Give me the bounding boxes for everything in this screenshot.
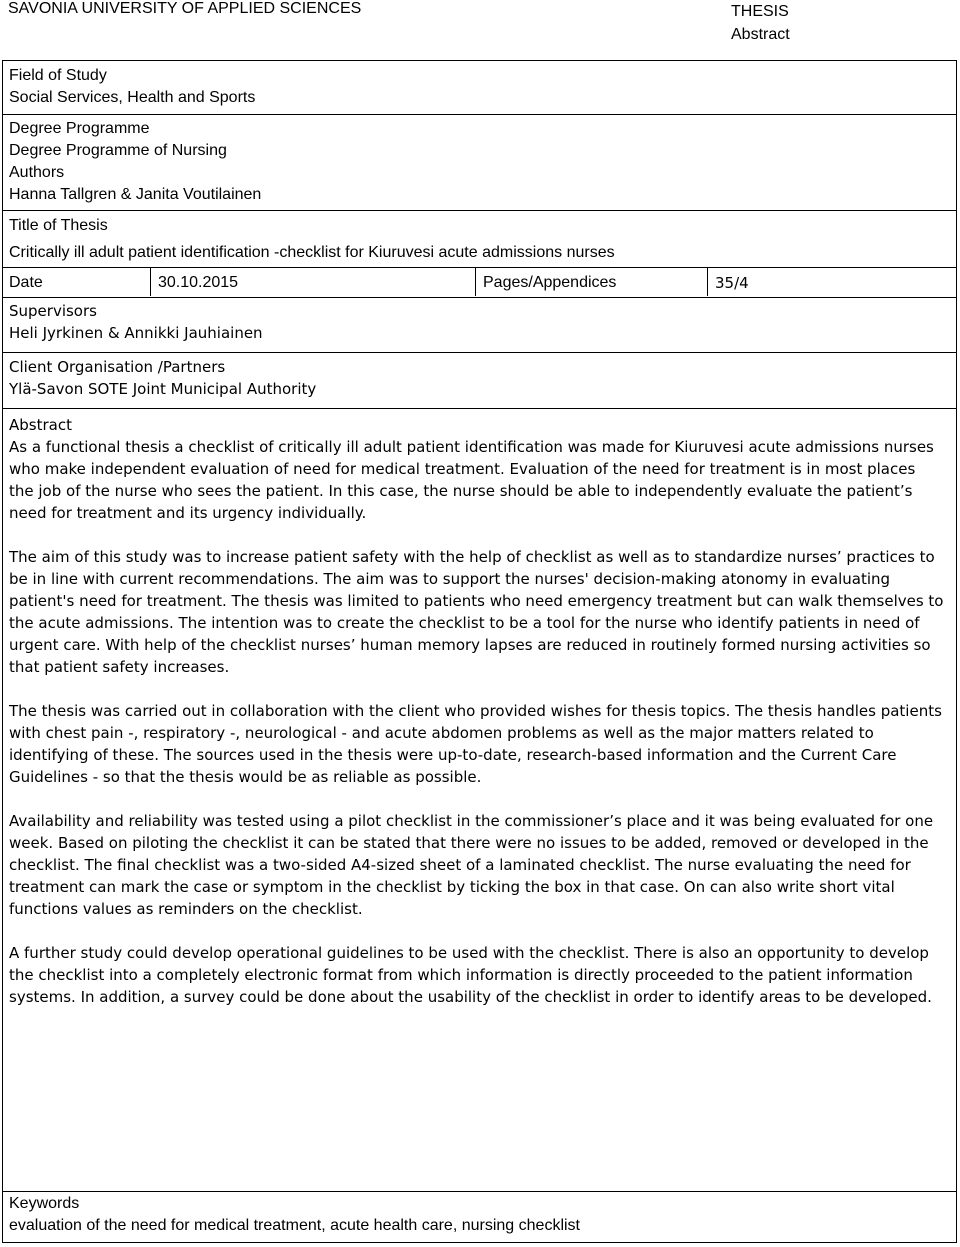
client-section	[3, 356, 956, 400]
authors-label: Authors	[9, 164, 65, 181]
divider	[3, 1191, 956, 1192]
divider	[3, 297, 956, 298]
degree-programme-value: Degree Programme of Nursing	[9, 142, 227, 159]
title-value: Critically ill adult patient identification -checklist for Kiuruvesi acute admissions nurses	[9, 244, 615, 261]
divider	[3, 408, 956, 409]
abstract-paragraph: Availability and reliability was tested using a pilot checklist in the commissioner’s place and it was being evaluated for one week. Based on piloting the checklist it can be stated that there were no issues to be added, removed or developed in the checklist. The final checklist was a two-sided A4-sized sheet of a laminated checklist. The nurse evaluating the need for treatment can mark the case or symptom in the checklist by ticking the box in that case. On can also write short vital functions values as reminders on the checklist.	[9, 812, 934, 918]
title-label: Title of Thesis	[9, 217, 108, 234]
abstract-paragraph: The thesis was carried out in collaboration with the client who provided wishes for thesis topics. The thesis handles patients with chest pain -, respiratory -, neurological - and acute abdomen problems as well as the major matters related to identifying of these. The sources used in the thesis were up-to-date, research-based information and the Current Care Guidelines - so that the thesis would be as reliable as possible.	[9, 702, 942, 786]
divider	[475, 267, 476, 296]
title-section	[3, 215, 956, 264]
abstract-form	[2, 60, 957, 1243]
keywords-value: evaluation of the need for medical treatment, acute health care, nursing checklist	[9, 1217, 580, 1234]
divider	[3, 210, 956, 211]
date-label: Date	[9, 274, 43, 291]
pages-value: 35/4	[715, 274, 749, 292]
keywords-section	[3, 1193, 956, 1237]
university-name: SAVONIA UNIVERSITY OF APPLIED SCIENCES	[8, 0, 362, 17]
client-value: Ylä-Savon SOTE Joint Municipal Authority	[9, 380, 317, 398]
authors-value: Hanna Tallgren & Janita Voutilainen	[9, 186, 262, 203]
document-type-abstract: Abstract	[731, 26, 790, 43]
client-label: Client Organisation /Partners	[9, 358, 226, 376]
document-type-thesis: THESIS	[731, 3, 789, 20]
date-pages-row	[3, 267, 956, 297]
divider	[3, 114, 956, 115]
abstract-paragraph: The aim of this study was to increase patient safety with the help of checklist as well as to standardize nurses’ practices to be in line with current recommendations. The aim was to support the nurses' decision-making atonomy in evaluating patient's need for treatment. The thesis was limited to patients who need emergency treatment but can walk themselves to the acute admissions. The intention was to create the checklist to be a tool for the nurse who identify patients in need of urgent care. With help of the checklist nurses’ human memory lapses are reduced in routinely formed nursing activities so that patient safety increases.	[9, 548, 944, 676]
abstract-paragraph: A further study could develop operational guidelines to be used with the checklist. There is also an opportunity to develop the checklist into a completely electronic format from which information is directly proceeded to the patient information systems. In addition, a survey could be done about the usability of the checklist in order to identify areas to be developed.	[9, 944, 932, 1006]
divider	[150, 267, 151, 296]
field-of-study-value: Social Services, Health and Sports	[9, 89, 256, 106]
divider	[707, 267, 708, 296]
pages-label: Pages/Appendices	[483, 274, 617, 291]
supervisors-value: Heli Jyrkinen & Annikki Jauhiainen	[9, 324, 263, 342]
abstract-paragraph: As a functional thesis a checklist of critically ill adult patient identification was made for Kiuruvesi acute admissions nurses who make independent evaluation of need for medical treatment. Evaluation of the need for treatment is in most places the job of the nurse who sees the patient. In this case, the nurse should be able to independently evaluate the patient’s need for treatment and its urgency individually.	[9, 438, 934, 522]
keywords-label: Keywords	[9, 1195, 80, 1212]
supervisors-section	[3, 300, 956, 344]
document-type	[731, 0, 790, 46]
field-of-study-section	[3, 65, 956, 109]
abstract-section	[3, 414, 956, 1030]
abstract-label: Abstract	[9, 416, 72, 434]
field-of-study-label: Field of Study	[9, 67, 107, 84]
supervisors-label: Supervisors	[9, 302, 97, 320]
degree-programme-label: Degree Programme	[9, 120, 150, 137]
date-value: 30.10.2015	[158, 274, 239, 291]
degree-programme-section	[3, 118, 956, 206]
divider	[3, 352, 956, 353]
